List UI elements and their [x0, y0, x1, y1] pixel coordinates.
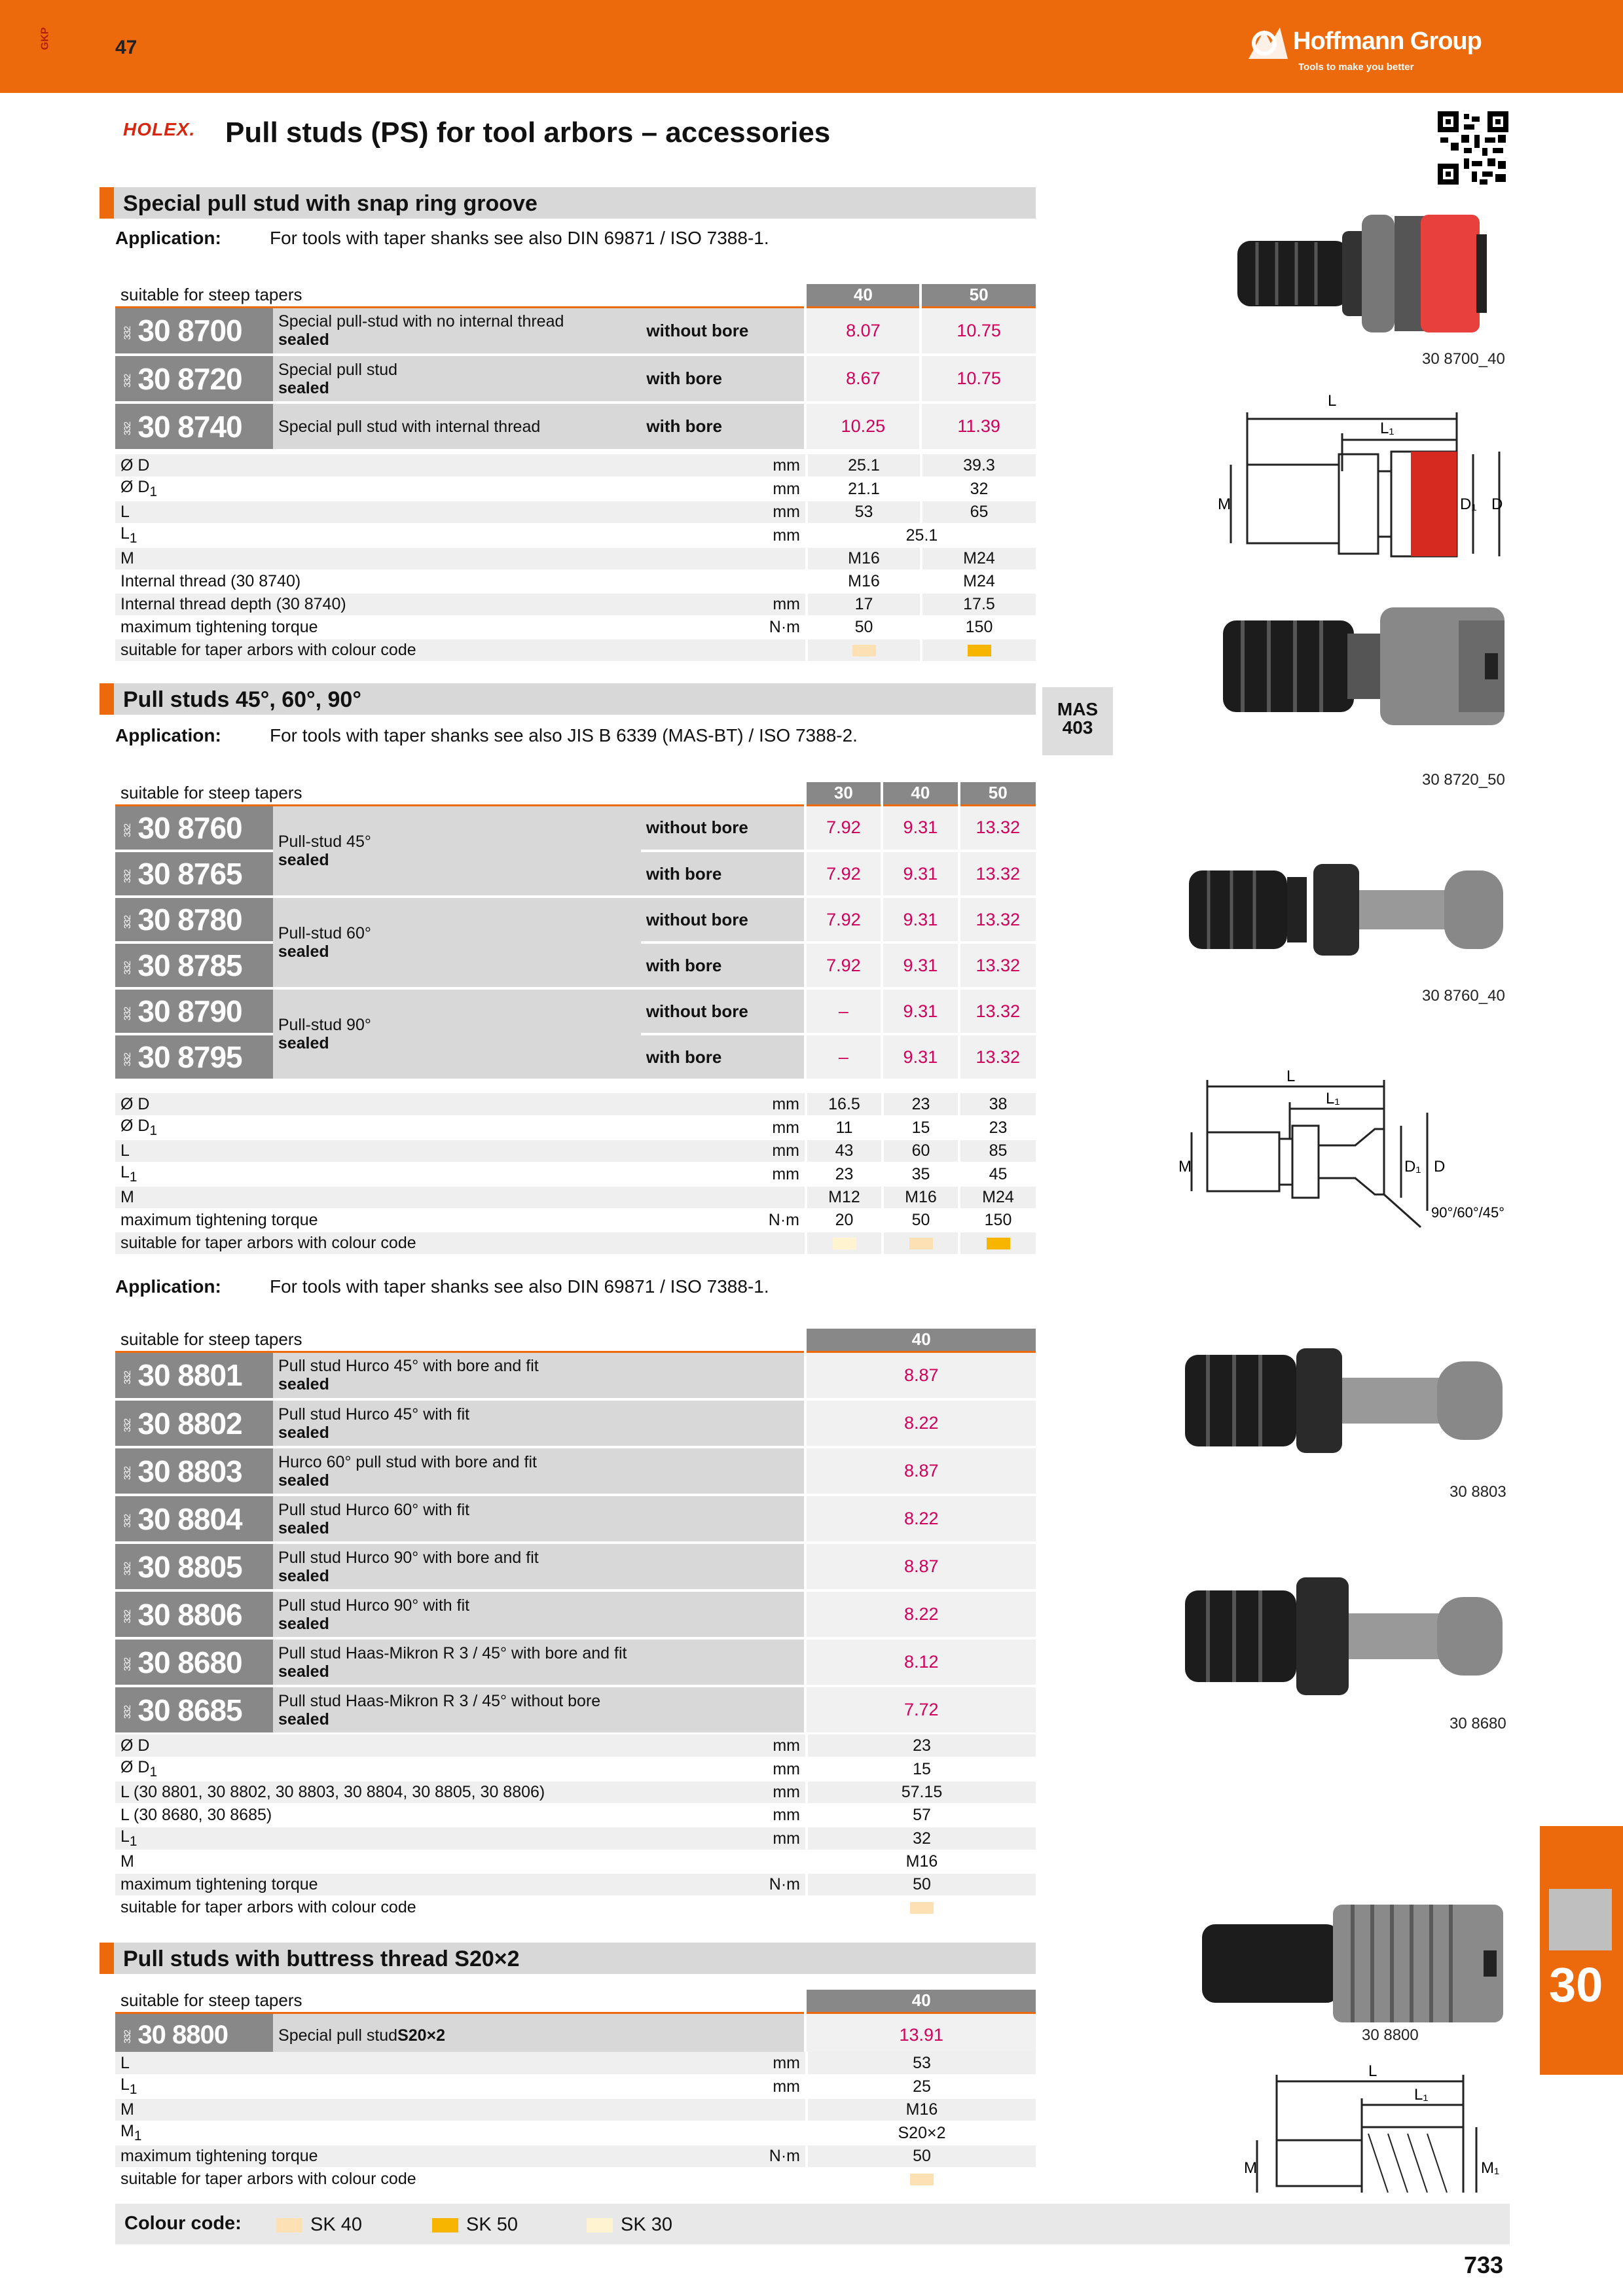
image-caption: 30 8760_40 — [1422, 987, 1505, 1005]
color-swatch-sk40 — [852, 645, 876, 656]
table-row[interactable]: 332 30 8795 with bore – 9.31 13.32 — [115, 1034, 1036, 1080]
svg-text:D₁: D₁ — [1460, 495, 1477, 513]
section-header-pull-studs-angles: Pull studs 45°, 60°, 90° — [100, 683, 1036, 715]
color-swatch-sk40 — [276, 2218, 302, 2233]
table-row[interactable]: 332 30 8680 Pull stud Haas-Mikron R 3 / 45° with bore and fit sealed 8.12 — [115, 1638, 1036, 1686]
svg-text:L: L — [1368, 2062, 1377, 2080]
svg-text:D: D — [1491, 495, 1503, 513]
pull-stud-photo-308800 — [1195, 1898, 1510, 2029]
svg-text:L: L — [1286, 1067, 1296, 1085]
pull-stud-photo-308680 — [1178, 1571, 1506, 1702]
dims-section-2: Ø D mm 16.5 23 38 Ø $D_1$ mm 11 15 23 L mm 43 60 85 $L_1$ mm 23 35 45 M M12 M16 M24 maximum tightening torque N·m 20 50 150 suitable for taper arbors with colour code — [115, 1093, 1036, 1255]
chapter-number: 30 — [1549, 1958, 1603, 2012]
table-section-2: suitable for steep tapers 30 40 50 332 30 8760 Pull-stud 45° sealed without bore 7.92 9.31 13.32 332 30 8765 with bore 7.92 9.31 13.32 332 30 8780 Pull-stud 60° sealed without bore 7.92 9.31 13.32 332 30 8785 with bore 7.92 9.31 13.32 332 30 8790 Pull-stud 90° sealed without bore – 9.31 13.32 332 30 8795 with bore – 9.31 13.32 — [115, 782, 1036, 1081]
brand-name: Hoffmann Group — [1293, 27, 1482, 55]
svg-text:M₁: M₁ — [1481, 2159, 1500, 2177]
hoffmann-logo — [1247, 16, 1509, 81]
svg-text:L₁: L₁ — [1414, 2086, 1429, 2104]
table-header-label: suitable for steep tapers — [115, 284, 805, 307]
price[interactable]: 11.39 — [921, 403, 1036, 450]
pull-stud-photo-308803 — [1178, 1335, 1506, 1466]
table-row[interactable]: 332 30 8760 Pull-stud 45° sealed without bore 7.92 9.31 13.32 — [115, 805, 1036, 851]
gkp-label: GKP — [39, 27, 51, 50]
image-caption: 30 8800 — [1362, 2026, 1419, 2044]
svg-text:L: L — [1328, 392, 1337, 410]
table-row[interactable]: 332 30 8685 Pull stud Haas-Mikron R 3 / 45° without bore sealed 7.72 — [115, 1686, 1036, 1734]
chapter-page-number: 47 — [115, 37, 137, 58]
section-header-snap-ring: Special pull stud with snap ring groove — [100, 187, 1036, 219]
pull-stud-photo-308700 — [1237, 208, 1512, 339]
drawing-308700 — [1218, 386, 1519, 569]
svg-text:L₁: L₁ — [1326, 1090, 1340, 1107]
svg-text:90°/60°/45°: 90°/60°/45° — [1431, 1204, 1505, 1221]
pull-stud-photo-308720 — [1216, 601, 1508, 732]
svg-text:M: M — [1218, 495, 1231, 513]
table-row[interactable]: 332 30 8806 Pull stud Hurco 90° with fit sealed 8.22 — [115, 1590, 1036, 1638]
page-number: 733 — [1464, 2251, 1504, 2278]
price[interactable]: 8.67 — [805, 355, 921, 403]
table-row[interactable]: 332 30 8740 Special pull stud with internal thread with bore 10.25 11.39 — [115, 403, 1036, 450]
pull-stud-photo-308760 — [1182, 851, 1503, 969]
table-row[interactable]: 332 30 8805 Pull stud Hurco 90° with bore and fit sealed 8.87 — [115, 1543, 1036, 1590]
svg-text:L₁: L₁ — [1380, 420, 1395, 437]
dims-section-1: Ø D mm 25.1 39.3 Ø $D_1$ mm 21.1 32 L mm 53 65 $L_1$ mm 25.1 M M16 M24 Internal thread (30 8740) M16 M24 Internal thread depth (30 8740) mm 17 17.5 maximum tightening torque N·m 50 150 suitable for taper arbors with colour code — [115, 454, 1036, 662]
color-swatch-sk30 — [587, 2218, 613, 2233]
pull-stud-icon — [1549, 1889, 1612, 1950]
table-row[interactable]: 332 30 8801 Pull stud Hurco 45° with bore and fit sealed 8.87 — [115, 1352, 1036, 1399]
table-row[interactable]: 332 30 8804 Pull stud Hurco 60° with fit sealed 8.22 — [115, 1495, 1036, 1543]
table-row[interactable]: 332 30 8720 Special pull stud sealed with bore 8.67 10.75 — [115, 355, 1036, 403]
svg-text:M: M — [1244, 2159, 1257, 2177]
table-row[interactable]: 332 30 8700 Special pull-stud with no internal thread sealed without bore 8.07 10.75 — [115, 307, 1036, 355]
table-row[interactable]: 332 30 8765 with bore 7.92 9.31 13.32 — [115, 851, 1036, 897]
article-number: 30 8700 — [137, 314, 242, 348]
table-section-1: suitable for steep tapers 40 50 332 30 8700 Special pull-stud with no internal thread sealed without bore 8.07 10.75 332 30 8720 Special pull stud sealed with bore 8.67 10.75 332 30 8740 Special pull stud with internal thread with bore 10.25 11.39 — [115, 284, 1036, 452]
svg-text:M: M — [1178, 1158, 1192, 1175]
svg-text:D: D — [1434, 1158, 1446, 1175]
dims-section-3: Ø D mm 23 Ø $D_1$ mm 15 L (30 8801, 30 8802, 30 8803, 30 8804, 30 8805, 30 8806) mm 57.15 L (30 8680, 30 8685) mm 57 $L_1$ mm 32 M M16 maximum tightening torque N·m 50 suitable for taper arbors with colour code — [115, 1734, 1036, 1920]
dims-section-4: L mm 53 $L_1$ mm 25 M M16 $M_1$ S20×2 maximum tightening torque N·m 50 suitable for taper arbors with colour code — [115, 2052, 1036, 2191]
image-caption: 30 8803 — [1450, 1483, 1506, 1501]
holex-logo: HOLEX. — [123, 119, 196, 139]
page-title: Pull studs (PS) for tool arbors – accessories — [225, 117, 831, 149]
image-caption: 30 8680 — [1450, 1715, 1506, 1732]
section-header-buttress: Pull studs with buttress thread S20×2 — [100, 1943, 1036, 1974]
hoffmann-logo-icon — [1247, 25, 1290, 62]
article-number: 30 8740 — [137, 409, 242, 444]
table-row[interactable]: 332 30 8800 Special pull studS20×2 13.91 — [115, 2013, 1036, 2058]
brand-tagline: Tools to make you better — [1298, 62, 1414, 73]
mas-403-badge: MAS 403 — [1042, 687, 1113, 755]
drawing-308760 — [1178, 1067, 1512, 1237]
qr-code-icon[interactable] — [1438, 111, 1508, 185]
table-row[interactable]: 332 30 8802 Pull stud Hurco 45° with fit sealed 8.22 — [115, 1399, 1036, 1447]
image-caption: 30 8700_40 — [1422, 350, 1505, 368]
color-swatch-sk50 — [432, 2218, 458, 2233]
table-row[interactable]: 332 30 8785 with bore 7.92 9.31 13.32 — [115, 942, 1036, 988]
table-section-3: suitable for steep tapers 40 332 30 8801 Pull stud Hurco 45° with bore and fit sealed 8.87 332 30 8802 Pull stud Hurco 45° with fit sealed 8.22 332 30 8803 Hurco 60° pull stud with bore and fit sealed 8.87 332 30 8804 Pull stud Hurco 60° with fit sealed 8.22 332 30 8805 Pull stud Hurco 90° with bore and fit sealed 8.87 332 30 8806 Pull stud Hurco 90° with fit sealed 8.22 332 30 8680 Pull stud Haas-Mikron R 3 / 45° with bore and fit sealed 8.12 332 30 8685 Pull stud Haas-Mikron R 3 / 45° without bore sealed 7.72 — [115, 1329, 1036, 1735]
top-bar — [0, 0, 1623, 93]
price[interactable]: 8.07 — [805, 307, 921, 355]
svg-text:D₁: D₁ — [1404, 1158, 1421, 1175]
color-swatch-sk50 — [968, 645, 991, 656]
table-section-4: suitable for steep tapers 40 332 30 8800 Special pull studS20×2 13.91 — [115, 1990, 1036, 2060]
price[interactable]: 10.25 — [805, 403, 921, 450]
colour-code-legend: Colour code: SK 40 SK 50 SK 30 — [115, 2204, 1510, 2244]
table-row[interactable]: 332 30 8780 Pull-stud 60° sealed without bore 7.92 9.31 13.32 — [115, 897, 1036, 942]
drawing-308800 — [1231, 2062, 1506, 2193]
price[interactable]: 10.75 — [921, 355, 1036, 403]
price[interactable]: 10.75 — [921, 307, 1036, 355]
article-number: 30 8720 — [137, 361, 242, 396]
table-row[interactable]: 332 30 8803 Hurco 60° pull stud with bore and fit sealed 8.87 — [115, 1447, 1036, 1495]
table-row[interactable]: 332 30 8790 Pull-stud 90° sealed without bore – 9.31 13.32 — [115, 988, 1036, 1034]
image-caption: 30 8720_50 — [1422, 771, 1505, 789]
chapter-tab[interactable] — [1540, 1826, 1623, 2075]
